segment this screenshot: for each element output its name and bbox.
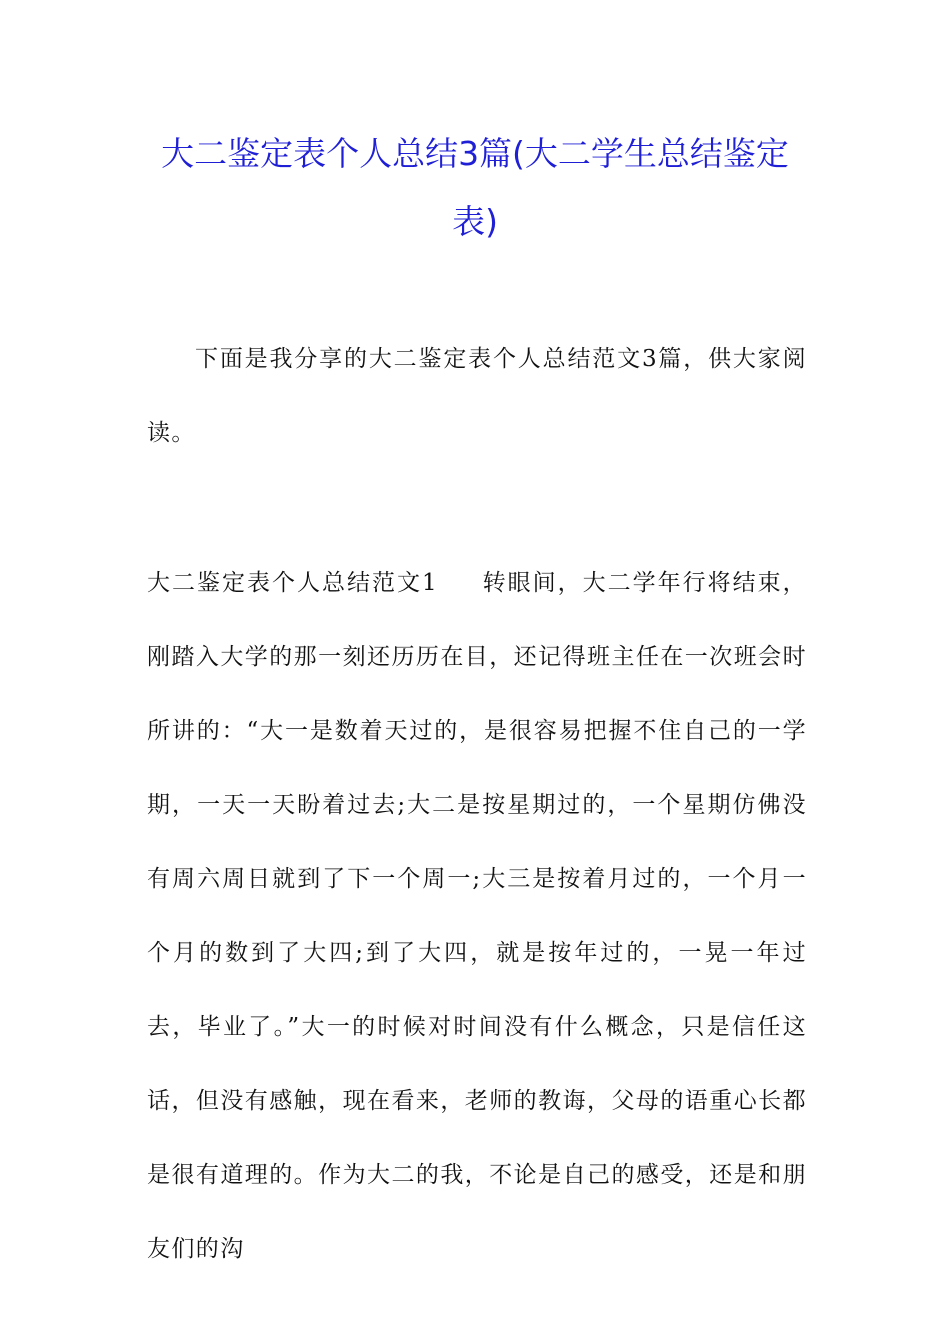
document-title: 大二鉴定表个人总结3篇(大二学生总结鉴定表) bbox=[161, 134, 789, 241]
section-heading: 大二鉴定表个人总结范文1 bbox=[147, 570, 439, 596]
intro-paragraph: 下面是我分享的大二鉴定表个人总结范文3篇，供大家阅读。 bbox=[147, 346, 807, 446]
section-body: 转眼间，大二学年行将结束，刚踏入大学的那一刻还历历在目，还记得班主任在一次班会时所讲的：“大一是数着天过的，是很容易把握不住自己的一学期，一天一天盼着过去;大二是按星期过的，一个星期仿佛没有周六周日就到了下一个周一;大三是按着月过的，一个月一个月的数到了大四;到了大四，就是按年过的，一晃一年过去，毕业了。”大一的时候对时间没有什么概念，只是信任这话，但没有感触，现在看来，老师的教诲，父母的语重心长都是很有道理的。作为大二的我，不论是自己的感受，还是和朋友们的沟 bbox=[147, 570, 807, 1262]
essay-paragraph bbox=[147, 546, 807, 1286]
